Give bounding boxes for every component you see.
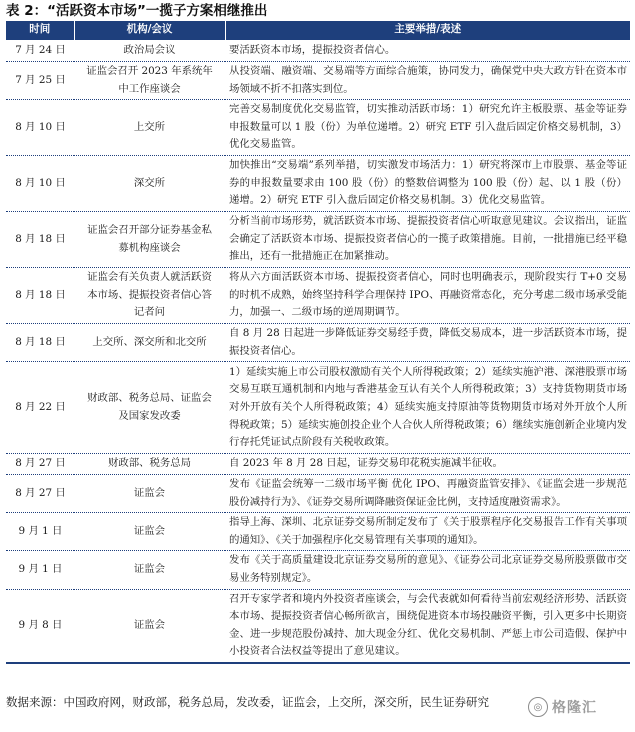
table-header-row (6, 21, 630, 40)
source-note: 数据来源：中国政府网，财政部，税务总局，发改委，证监会，上交所，深交所，民生证券研究 (6, 695, 489, 709)
row-org: 财政部、税务总局 (74, 454, 225, 475)
table-row (6, 474, 630, 512)
table-row (6, 513, 630, 551)
row-desc: 从投资端、融资端、交易端等方面综合施策，协同发力，确保党中央大政方针在资本市场领域不折不扣落实到位。 (225, 62, 630, 100)
row-org: 证监会 (74, 589, 225, 663)
row-date: 7 月 24 日 (6, 40, 74, 62)
row-date: 8 月 18 日 (6, 324, 74, 362)
row-date: 8 月 18 日 (6, 268, 74, 324)
row-org: 证监会召开 2023 年系统年中工作座谈会 (74, 62, 225, 100)
watermark-text: 格隆汇 (552, 700, 597, 716)
table-row (6, 62, 630, 100)
row-desc: 要活跃资本市场，提振投资者信心。 (225, 40, 630, 62)
row-date: 7 月 25 日 (6, 62, 74, 100)
row-desc: 分析当前市场形势，就活跃资本市场、提振投资者信心听取意见建议。会议指出，证监会确定了活跃资本市场、提振投资者信心的一揽子政策措施。目前，一批措施已经平稳推出，还有一批措施正在加紧推动。 (225, 212, 630, 268)
row-date: 8 月 27 日 (6, 454, 74, 475)
row-org: 上交所、深交所和北交所 (74, 324, 225, 362)
row-date: 8 月 10 日 (6, 100, 74, 156)
row-org: 证监会有关负责人就活跃资本市场、提振投资者信心答记者问 (74, 268, 225, 324)
row-desc: 1）延续实施上市公司股权激励有关个人所得税政策；2）延续实施沪港、深港股票市场交易互联互通机制和内地与香港基金互认有关个人所得税政策；3）支持货物期货市场对外开放有关个人所得税政策；4）延续实施支持原油等货物期货市场对外开放个人所得税政策；5）延续实施创投企业个人合伙人所得税政策；6）继续实施创新企业境内发行存托凭证试点阶段有关税收政策。 (225, 362, 630, 454)
row-date: 8 月 22 日 (6, 362, 74, 454)
row-desc: 自 8 月 28 日起进一步降低证券交易经手费，降低交易成本，进一步活跃资本市场，提振投资者信心。 (225, 324, 630, 362)
policy-table (6, 21, 630, 664)
row-date: 8 月 10 日 (6, 156, 74, 212)
table-title: 表 2：“活跃资本市场”一揽子方案相继推出 (6, 3, 268, 19)
row-date: 8 月 18 日 (6, 212, 74, 268)
row-date: 9 月 1 日 (6, 513, 74, 551)
table-row (6, 324, 630, 362)
row-org: 证监会 (74, 474, 225, 512)
row-org: 深交所 (74, 156, 225, 212)
row-desc: 完善交易制度优化交易监管，切实推动活跃市场：1）研究允许主板股票、基金等证券申报数量可以 1 股（份）为单位递增。2）研究 ETF 引入盘后固定价格交易机制，3）优化交易监管。 (225, 100, 630, 156)
table-row (6, 212, 630, 268)
row-desc: 发布《关于高质量建设北京证券交易所的意见》、《证券公司北京证券交易所股票做市交易业务特别规定》。 (225, 551, 630, 589)
row-org: 政治局会议 (74, 40, 225, 62)
header-date: 时间 (6, 21, 74, 40)
row-org: 财政部、税务总局、证监会及国家发改委 (74, 362, 225, 454)
row-date: 9 月 1 日 (6, 551, 74, 589)
row-desc: 自 2023 年 8 月 28 日起，证券交易印花税实施减半征收。 (225, 454, 630, 475)
row-desc: 加快推出“交易端”系列举措，切实激发市场活力：1）研究将深市上市股票、基金等证券的申报数量要求由 100 股（份）的整数倍调整为 100 股（份）起、以 1 股（份）递增。2）研究 ETF 引入盘后固定价格交易机制。3）优化交易监管。 (225, 156, 630, 212)
table-row (6, 551, 630, 589)
watermark (528, 694, 632, 720)
header-desc: 主要举措/表述 (225, 21, 630, 40)
row-desc: 将从六方面活跃资本市场、提振投资者信心，同时也明确表示，现阶段实行 T+0 交易的时机不成熟，始终坚持科学合理保持 IPO、再融资常态化，充分考虑二级市场承受能力，加强一、二级市场的逆周期调节。 (225, 268, 630, 324)
table-row (6, 156, 630, 212)
watermark-logo-icon: ◎ (528, 697, 548, 717)
table-row (6, 268, 630, 324)
row-org: 上交所 (74, 100, 225, 156)
table-row (6, 100, 630, 156)
row-date: 9 月 8 日 (6, 589, 74, 663)
row-org: 证监会 (74, 551, 225, 589)
row-desc: 发布《证监会统筹一二级市场平衡 优化 IPO、再融资监管安排》、《证监会进一步规范股份减持行为》、《证券交易所调降融资保证金比例，支持适度融资需求》。 (225, 474, 630, 512)
row-desc: 召开专家学者和境内外投资者座谈会，与会代表就如何看待当前宏观经济形势、活跃资本市场、提振投资者信心畅所欲言，围绕促进资本市场投融资平衡，引入更多中长期资金、进一步规范股份减持、加大现金分红、优化交易机制、严惩上市公司造假、保护中小投资者合法权益等提出了意见建议。 (225, 589, 630, 663)
row-org: 证监会召开部分证券基金私募机构座谈会 (74, 212, 225, 268)
row-desc: 指导上海、深圳、北京证券交易所制定发布了《关于股票程序化交易报告工作有关事项的通知》、《关于加强程序化交易管理有关事项的通知》。 (225, 513, 630, 551)
row-org: 证监会 (74, 513, 225, 551)
header-org: 机构/会议 (74, 21, 225, 40)
table-row (6, 362, 630, 454)
table-row (6, 589, 630, 663)
row-date: 8 月 27 日 (6, 474, 74, 512)
table-row (6, 454, 630, 475)
table-row (6, 40, 630, 62)
